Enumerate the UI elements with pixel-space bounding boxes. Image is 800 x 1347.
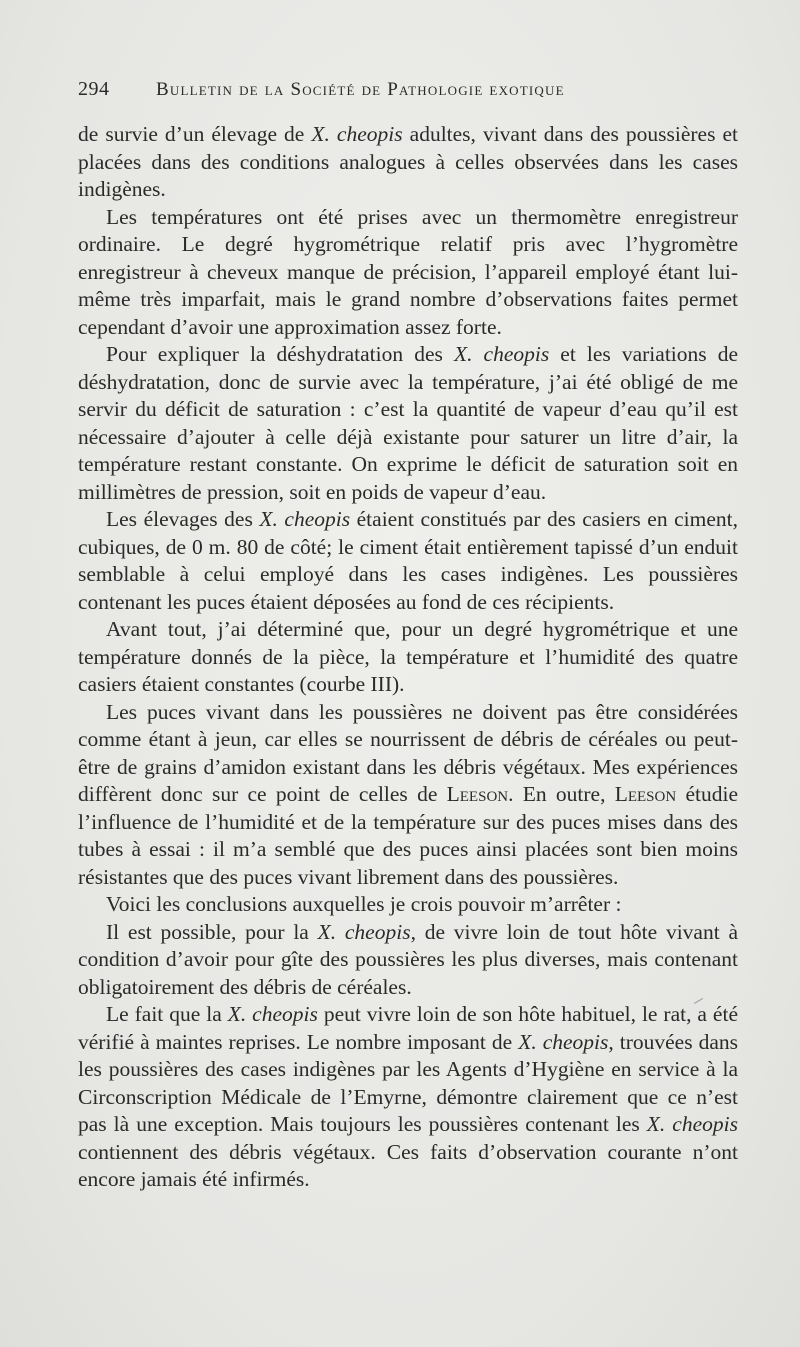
text-run: Avant tout, j’ai déterminé que, pour un degré hygrométrique et une température donnés de la pièce, la température et l’humidité des quatre casiers étaient constantes (courbe III). [78,617,738,696]
text-run: adultes, vivant dans des poussières et placées dans des conditions analogues à celles observées dans les cases indigènes. [78,122,739,201]
paragraph-9 [78,1001,738,1194]
text-run: contiennent des débris végétaux. Ces faits d’observation courante n’ont encore jamais été infirmés. [78,1139,738,1191]
species-name: X. cheopis [227,1002,318,1026]
paragraph-3 [78,341,738,506]
author-name: Leeson [446,782,509,806]
text-run: Les puces vivant dans les poussières ne doivent pas être considérées comme étant à jeun, car elles se nourrissent de débris de céréales ou peut-être de grains d’amidon existant dans les débris végétaux. Mes expériences diffèrent donc sur ce point de celles de [78,699,738,806]
paragraph-6 [78,699,738,892]
text-run: étaient constitués par des casiers en ciment, cubiques, de 0 m. 80 de côté; le ciment était entièrement tapissé d’un enduit semblable à celui employé dans les cases indigènes. Les poussières contenant les puces étaient déposées au fond de ces récipients. [78,507,738,614]
paragraph-8 [78,919,738,1002]
species-name: X. cheopis [317,919,411,944]
species-name: X. cheopis [259,507,351,531]
text-run: Il est possible, pour la [106,919,318,944]
text-run: Pour expliquer la déshydratation des [106,342,454,366]
paragraph-7 [78,891,738,919]
text-run: , de vivre loin de tout hôte vivant à condition d’avoir pour gîte des poussières les plus diverses, mais contenant obligatoirement des débris de céréales. [78,919,738,999]
species-name: X. cheopis [311,122,403,146]
text-run: Voici les conclusions auxquelles je crois pouvoir m’arrêter : [106,892,622,916]
text-run: peut vivre loin de son hôte habituel, le rat, a été vérifié à maintes reprises. Le nombre imposant de [78,1002,738,1054]
paragraph-4 [78,506,738,616]
paragraph-2 [78,204,738,342]
text-run: Les températures ont été prises avec un thermomètre enregistreur ordinaire. Le degré hygrométrique relatif pris avec l’hygromètre enregistreur à cheveux manque de précision, l’appareil employé étant lui-même très imparfait, mais le grand nombre d’observations faites permet cependant d’avoir une approximation assez forte. [78,204,738,339]
text-run: . En outre, [508,782,615,806]
text-run: étudie l’influence de l’humidité et de la température sur des puces mises dans des tubes à essai : il m’a semblé que des puces ainsi placées sont bien moins résistantes que des puces vivant librement dans des poussières. [78,782,738,889]
text-run: Le fait que la [106,1002,228,1026]
paragraph-1 [78,121,738,204]
running-title: Bulletin de la Société de Pathologie exotique [156,79,565,100]
species-name: X. cheopis [646,1112,738,1136]
text-run: et les variations de déshydratation, donc de survie avec la température, j’ai été obligé de me servir du déficit de saturation : c’est la quantité de vapeur d’eau qu’il est nécessaire d’ajouter à celle déjà existante pour saturer un litre d’air, la température restant constante. On exprime le déficit de saturation soit en millimètres de pression, soit en poids de vapeur d’eau. [78,342,738,504]
text-run: Les élevages des [106,507,260,531]
paragraph-5 [78,616,738,699]
page-number: 294 [78,78,110,100]
page-header [78,78,738,101]
text-run: de survie d’un élevage de [78,122,312,146]
species-name: X. cheopis [453,342,550,366]
species-name: X. cheopis [518,1029,609,1054]
body-text [78,121,738,1194]
text-run: , trouvées dans les poussières des cases indigènes par les Agents d’Hygiène en service à la Circonscription Médicale de l’Emyrne, démontre clairement que ce n’est pas là une exception. Mais toujours les poussières contenant les [78,1029,739,1136]
author-name: Leeson [614,782,677,806]
